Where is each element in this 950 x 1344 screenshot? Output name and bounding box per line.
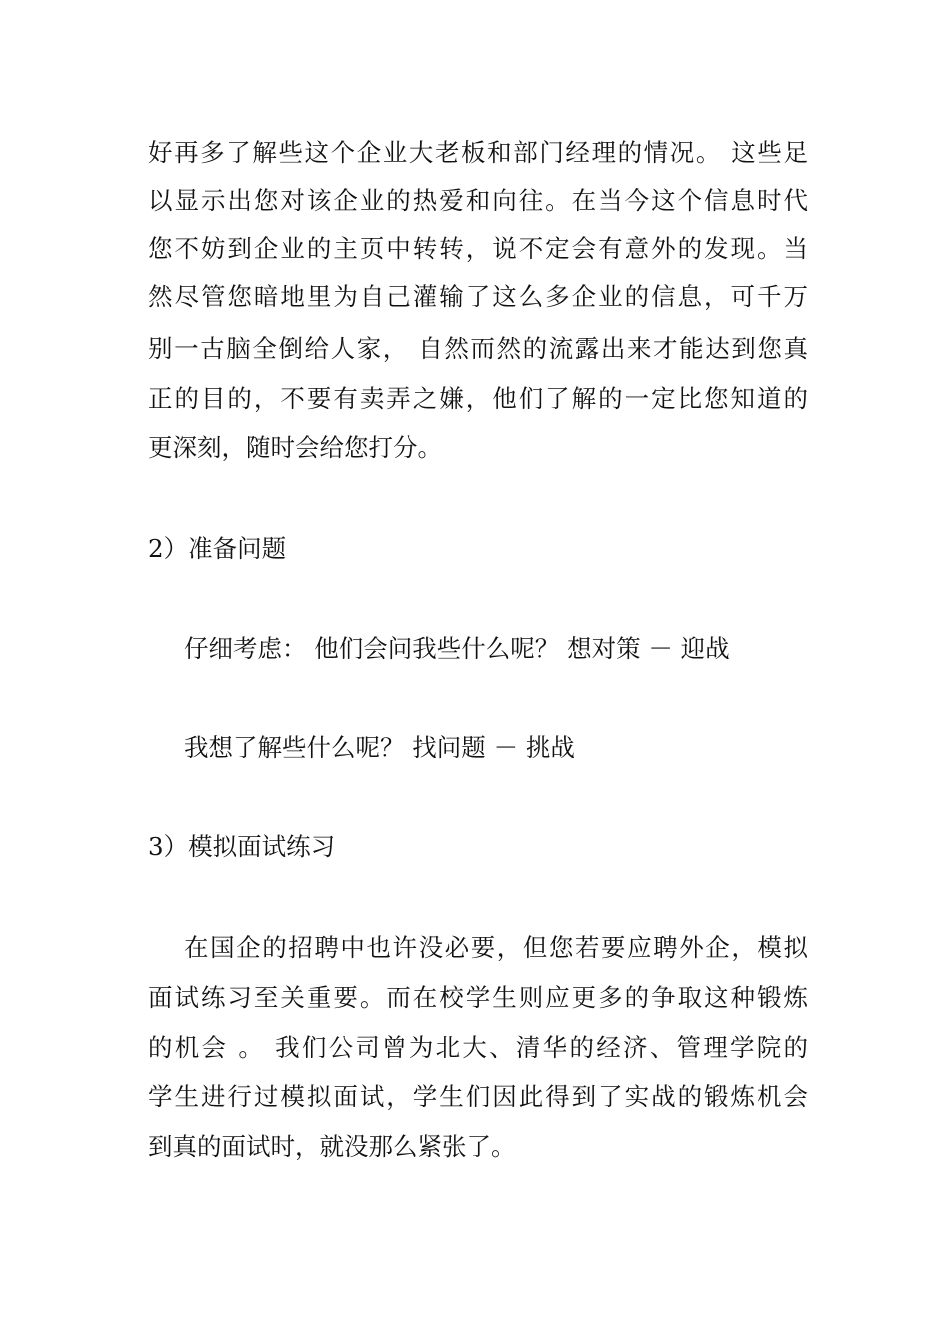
section3-line-1: 在国企的招聘中也许没必要，但您若要应聘外企，模拟 [184, 933, 808, 962]
section3-line-2: 面试练习至关重要。而在校学生则应更多的争取这种锻炼 [148, 983, 808, 1012]
paragraph1-line-3: 您不妨到企业的主页中转转，说不定会有意外的发现。当 [148, 234, 808, 263]
paragraph1-line-2: 以显示出您对该企业的热爱和向往。在当今这个信息时代 [148, 186, 808, 215]
paragraph1-line-1: 好再多了解些这个企业大老板和部门经理的情况。 这些足 [148, 138, 808, 167]
section3-line-4: 学生进行过模拟面试，学生们因此得到了实战的锻炼机会 [148, 1082, 808, 1111]
paragraph1-line-5: 别一古脑全倒给人家， 自然而然的流露出来才能达到您真 [148, 334, 808, 363]
section3-heading: 3）模拟面试练习 [148, 832, 336, 861]
section2-heading: 2）准备问题 [148, 534, 287, 563]
paragraph1-line-4: 然尽管您暗地里为自己灌输了这么多企业的信息，可千万 [148, 282, 808, 311]
paragraph1-line-7: 更深刻，随时会给您打分。 [148, 433, 442, 462]
paragraph1-line-6: 正的目的，不要有卖弄之嫌，他们了解的一定比您知道的 [148, 384, 808, 413]
section2-item-1: 仔细考虑： 他们会问我些什么呢？ 想对策 － 迎战 [184, 634, 730, 663]
section2-item-2: 我想了解些什么呢？ 找问题 － 挑战 [184, 733, 575, 762]
section3-line-5: 到真的面试时，就没那么紧张了。 [148, 1132, 516, 1161]
section3-line-3: 的机会 。 我们公司曾为北大、清华的经济、管理学院的 [148, 1033, 808, 1062]
